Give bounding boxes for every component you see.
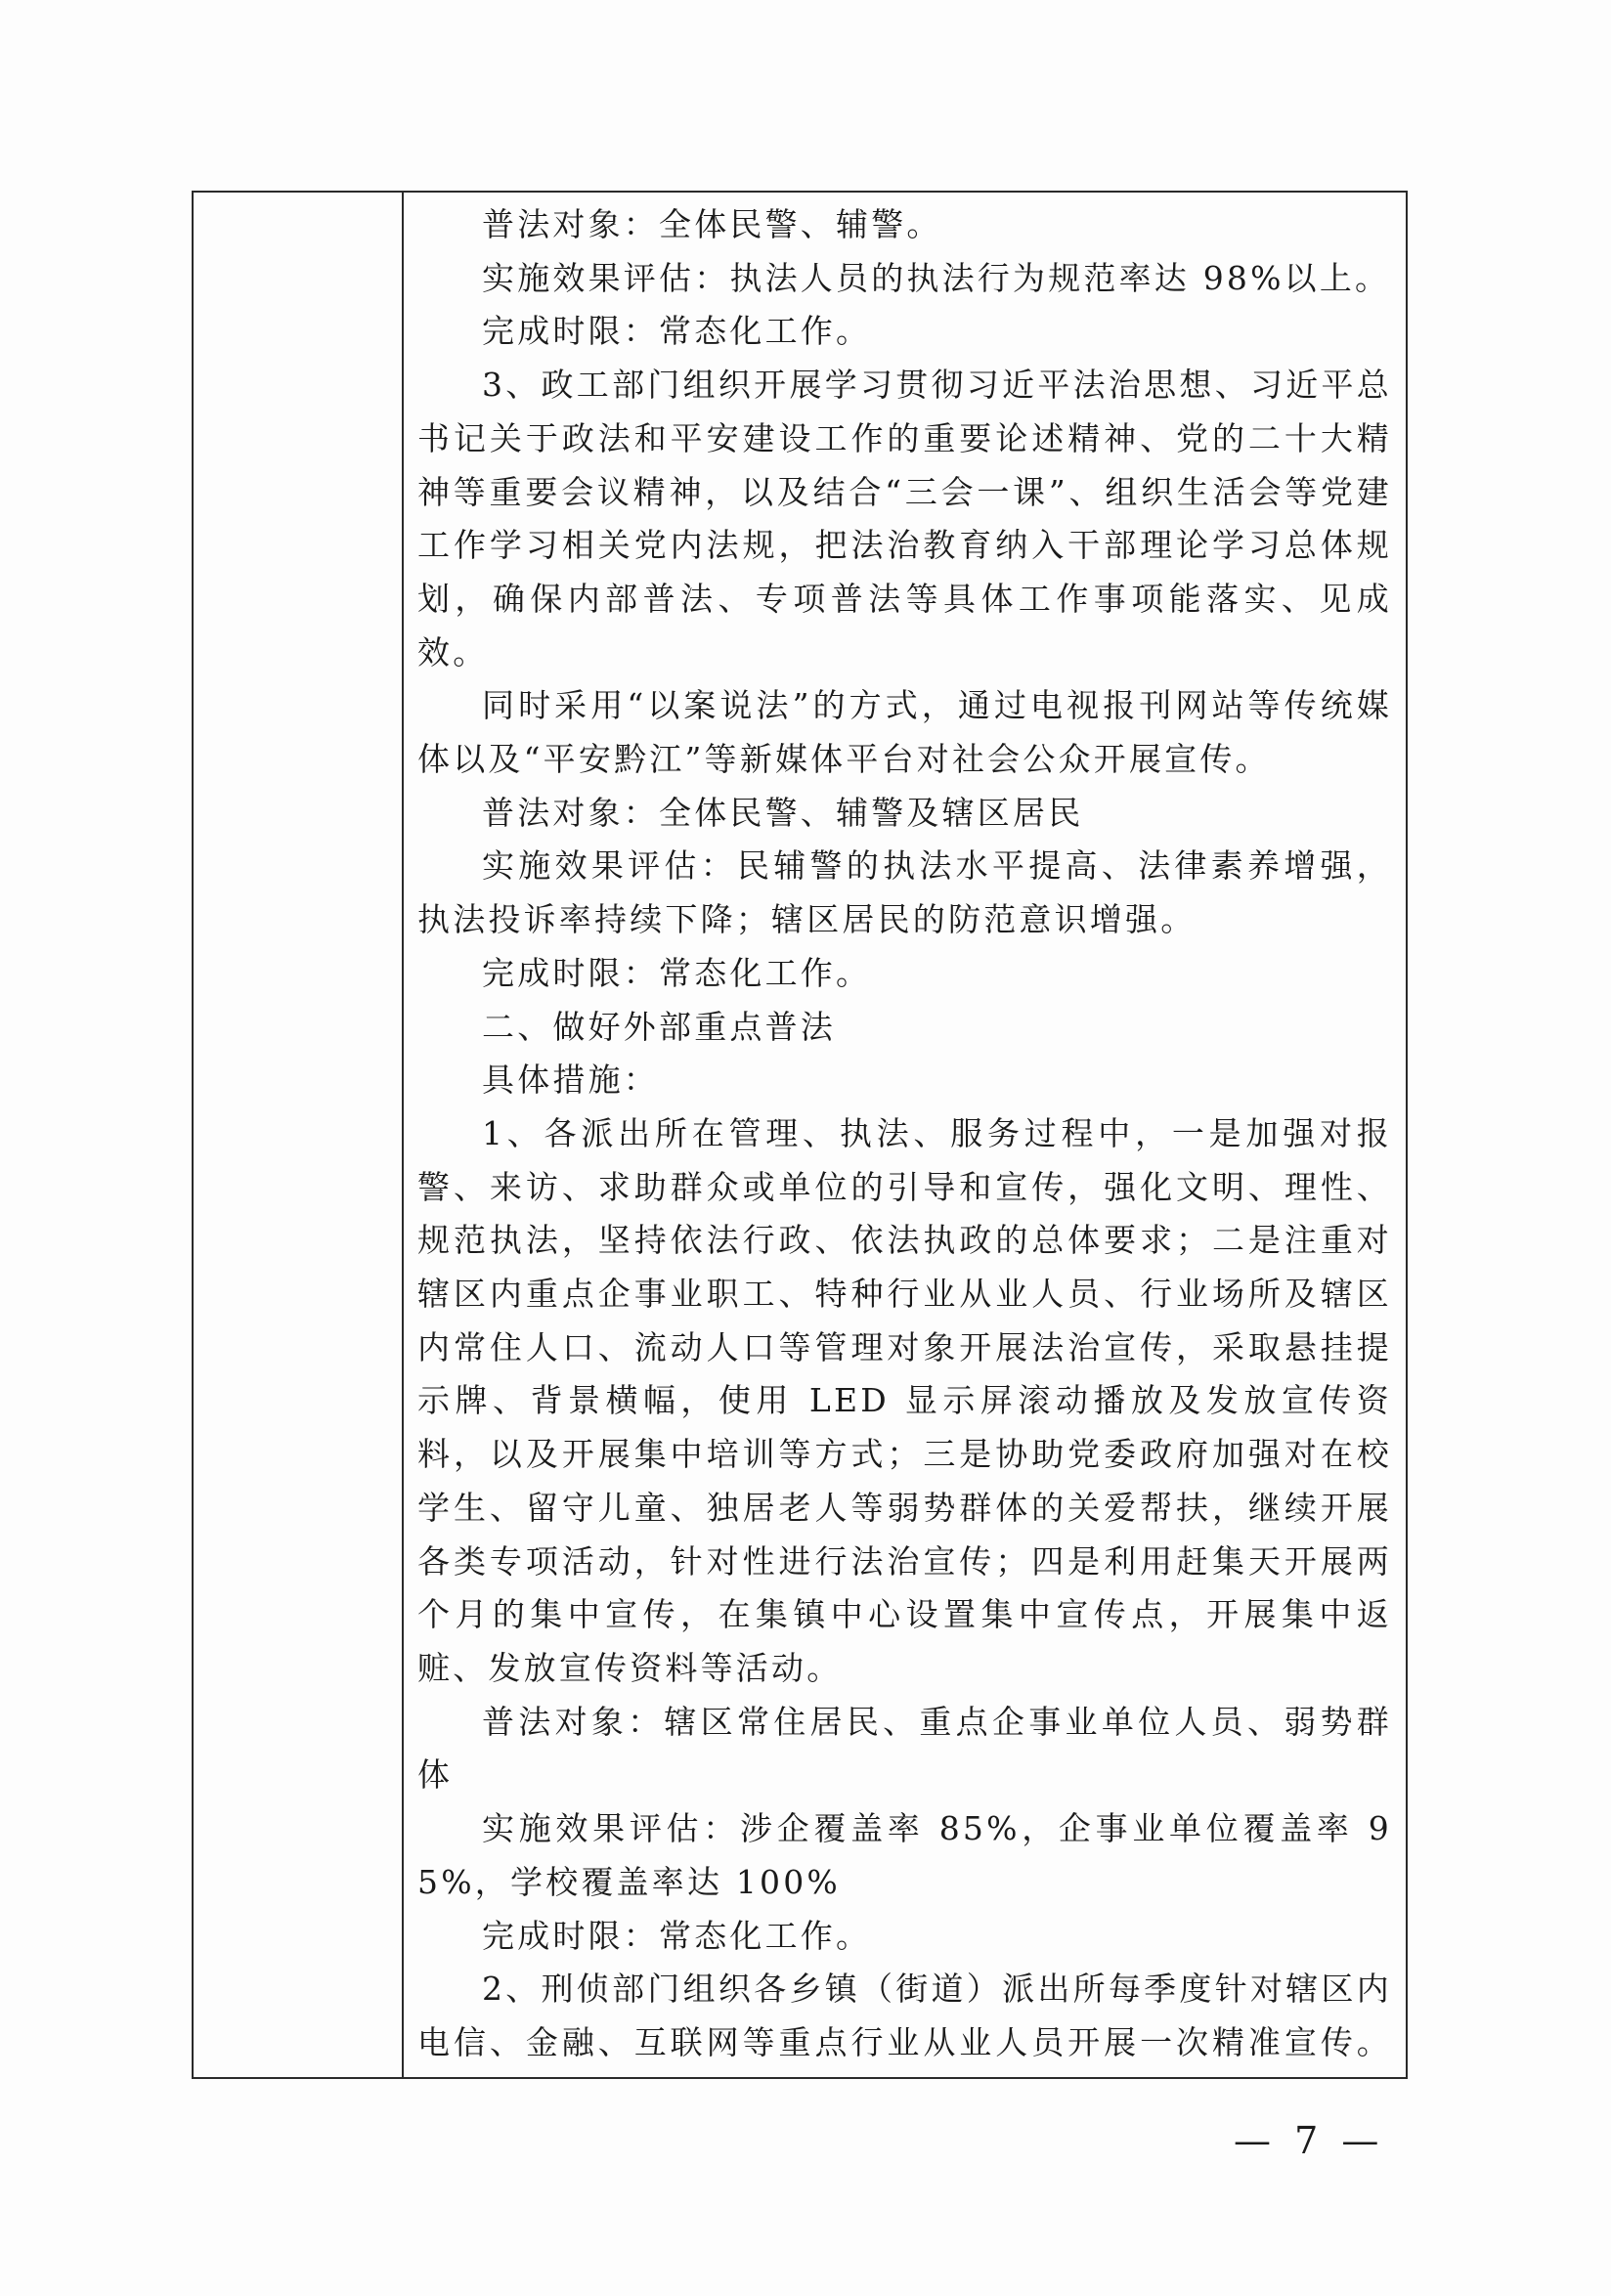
table-right-cell xyxy=(404,193,1406,2077)
paragraph: 普法对象：辖区常住居民、重点企事业单位人员、弱势群体 xyxy=(417,1702,1392,1795)
paragraph: 完成时限：常态化工作。 xyxy=(482,312,872,351)
page-number: — 7 — xyxy=(1234,2119,1385,2162)
paragraph: 1、各派出所在管理、执法、服务过程中，一是加强对报警、来访、求助群众或单位的引导和宣传，强化文明、理性、规范执法，坚持依法行政、依法执政的总体要求；二是注重对辖区内重点企事业职工、特种行业从业人员、行业场所及辖区内常住人口、流动人口等管理对象开展法治宣传，采取悬挂提示牌、背景横幅，使用 LED 显示屏滚动播放及发放宣传资料，以及开展集中培训等方式；三是协助党委政府加强对在校学生、留守儿童、独居老人等弱势群体的关爱帮扶，继续开展各类专项活动，针对性进行法治宣传；四是利用赶集天开展两个月的集中宣传，在集镇中心设置集中宣传点，开展集中返赃、发放宣传资料等活动。 xyxy=(417,1113,1392,1687)
paragraph: 3、政工部门组织开展学习贯彻习近平法治思想、习近平总书记关于政法和平安建设工作的重要论述精神、党的二十大精神等重要会议精神，以及结合“三会一课”、组织生活会等党建工作学习相关党内法规，把法治教育纳入干部理论学习总体规划，确保内部普法、专项普法等具体工作事项能落实、见成效。 xyxy=(417,366,1392,671)
paragraph: 实施效果评估：民辅警的执法水平提高、法律素养增强，执法投诉率持续下降；辖区居民的防范意识增强。 xyxy=(417,846,1392,939)
paragraph: 完成时限：常态化工作。 xyxy=(482,953,872,992)
paragraph: 普法对象：全体民警、辅警。 xyxy=(482,205,942,243)
paragraph: 实施效果评估：涉企覆盖率 85%，企事业单位覆盖率 95%，学校覆盖率达 100% xyxy=(417,1809,1392,1901)
paragraph: 2、刑侦部门组织各乡镇（街道）派出所每季度针对辖区内电信、金融、互联网等重点行业从业人员开展一次精准宣传。 xyxy=(417,1970,1392,2061)
paragraph: 完成时限：常态化工作。 xyxy=(482,1916,872,1955)
paragraph: 同时采用“以案说法”的方式，通过电视报刊网站等传统媒体以及“平安黔江”等新媒体平台对社会公众开展宣传。 xyxy=(417,686,1392,779)
table-frame xyxy=(192,191,1408,2079)
paragraph: 具体措施： xyxy=(482,1061,659,1100)
paragraph: 普法对象：全体民警、辅警及辖区居民 xyxy=(482,793,1084,832)
paragraph: 实施效果评估：执法人员的执法行为规范率达 98%以上。 xyxy=(482,258,1391,297)
cell-content xyxy=(417,193,1392,2077)
section-heading: 二、做好外部重点普法 xyxy=(482,1007,836,1046)
table-left-cell xyxy=(194,193,404,2077)
